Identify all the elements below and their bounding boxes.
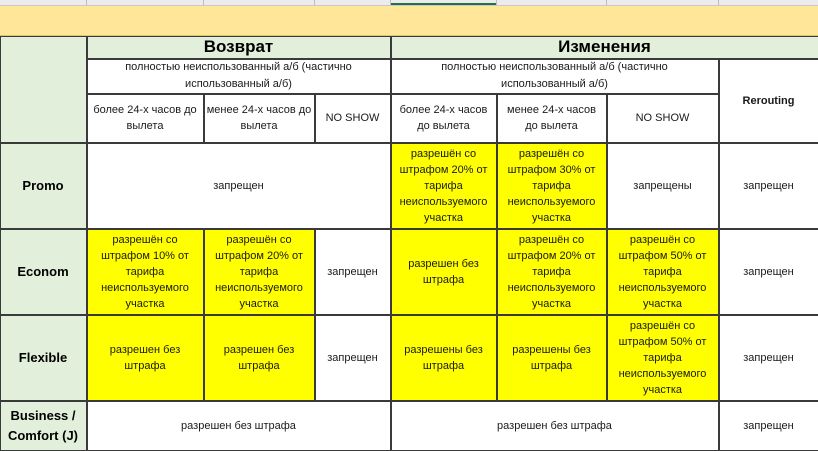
cell-econom-return-more24[interactable]: разрешён со штрафом 10% от тарифа неиспользуемого участка <box>87 229 204 315</box>
cell-flexible-change-less24[interactable]: разрешены без штрафа <box>497 315 607 401</box>
subheader-change[interactable]: полностью неиспользованный а/б (частично использованный а/б) <box>391 59 719 94</box>
column-header-change-less24[interactable]: менее 24-х часов до вылета <box>497 94 607 143</box>
cell-flexible-return-noshow[interactable]: запрещен <box>315 315 391 401</box>
column-separator <box>606 0 607 5</box>
column-separator <box>314 0 315 5</box>
cell-econom-change-more24[interactable]: разрешен без штрафа <box>391 229 497 315</box>
cell-business-rerouting[interactable]: запрещен <box>719 401 818 451</box>
row-label-promo[interactable]: Promo <box>0 143 87 229</box>
column-separator <box>496 0 497 5</box>
column-header-return-less24[interactable]: менее 24-х часов до вылета <box>204 94 315 143</box>
column-header-return-noshow[interactable]: NO SHOW <box>315 94 391 143</box>
group-header-return[interactable]: Возврат <box>87 36 391 59</box>
column-header-rerouting[interactable]: Rerouting <box>719 59 818 143</box>
cell-flexible-return-less24[interactable]: разрешен без штрафа <box>204 315 315 401</box>
cell-flexible-change-more24[interactable]: разрешены без штрафа <box>391 315 497 401</box>
subheader-return[interactable]: полностью неиспользованный а/б (частично использованный а/б) <box>87 59 391 94</box>
column-separator <box>718 0 719 5</box>
column-separator <box>203 0 204 5</box>
row-label-business-comfort[interactable]: Business / Comfort (J) <box>0 401 87 451</box>
cell-promo-return[interactable]: запрещен <box>87 143 391 229</box>
cell-econom-rerouting[interactable]: запрещен <box>719 229 818 315</box>
cell-econom-change-less24[interactable]: разрешён со штрафом 20% от тарифа неиспользуемого участка <box>497 229 607 315</box>
cell-promo-change-less24[interactable]: разрешён со штрафом 30% от тарифа неиспользуемого участка <box>497 143 607 229</box>
cell-promo-change-more24[interactable]: разрешён со штрафом 20% от тарифа неиспользуемого участка <box>391 143 497 229</box>
cell-flexible-rerouting[interactable]: запрещен <box>719 315 818 401</box>
row-label-flexible[interactable]: Flexible <box>0 315 87 401</box>
cell-flexible-return-more24[interactable]: разрешен без штрафа <box>87 315 204 401</box>
selected-column-indicator <box>391 3 496 5</box>
column-header-return-more24[interactable]: более 24-х часов до вылета <box>87 94 204 143</box>
row-label-econom[interactable]: Econom <box>0 229 87 315</box>
column-header-change-noshow[interactable]: NO SHOW <box>607 94 719 143</box>
cell-econom-return-less24[interactable]: разрешён со штрафом 20% от тарифа неиспользуемого участка <box>204 229 315 315</box>
cell-econom-return-noshow[interactable]: запрещен <box>315 229 391 315</box>
cell-business-return[interactable]: разрешен без штрафа <box>87 401 391 451</box>
corner-cell[interactable] <box>0 36 87 143</box>
column-header-change-more24[interactable]: более 24-х часов до вылета <box>391 94 497 143</box>
group-header-change[interactable]: Изменения <box>391 36 818 59</box>
cell-flexible-change-noshow[interactable]: разрешён со штрафом 50% от тарифа неиспользуемого участка <box>607 315 719 401</box>
cell-econom-change-noshow[interactable]: разрешён со штрафом 50% от тарифа неиспользуемого участка <box>607 229 719 315</box>
fare-rules-table <box>0 36 818 449</box>
cell-business-change[interactable]: разрешен без штрафа <box>391 401 719 451</box>
cell-promo-change-noshow[interactable]: запрещены <box>607 143 719 229</box>
title-banner-row[interactable] <box>0 6 818 36</box>
column-separator <box>86 0 87 5</box>
cell-promo-rerouting[interactable]: запрещен <box>719 143 818 229</box>
